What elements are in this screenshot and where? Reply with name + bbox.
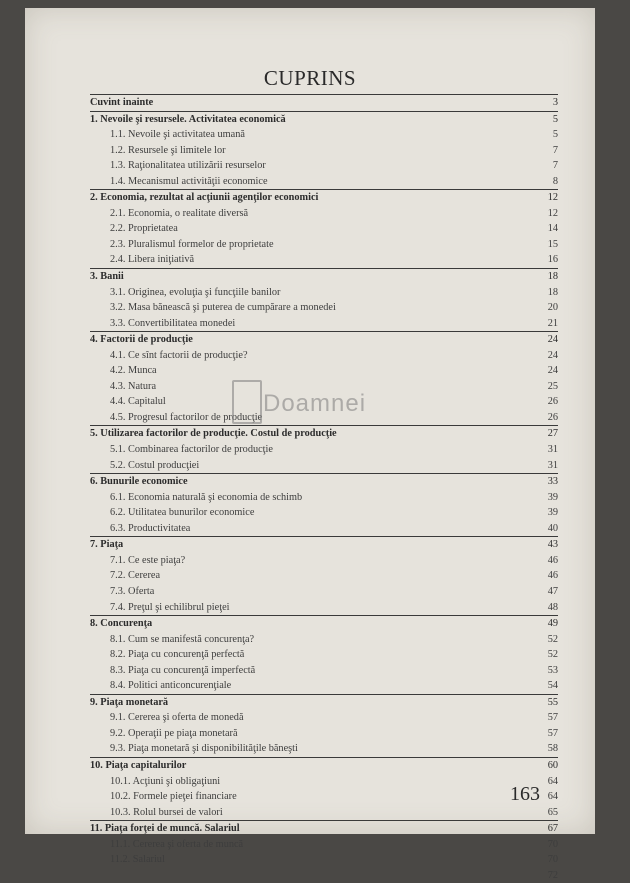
toc-section-row — [90, 789, 558, 805]
toc-entry-page: 24 — [547, 334, 558, 346]
toc-entry-label: 11.1. Cererea şi oferta de muncă — [110, 838, 244, 850]
toc-section-row — [90, 726, 558, 742]
toc-entry-label: 8.3. Piaţa cu concurenţă imperfectă — [110, 664, 256, 676]
toc-entry-label: 10.1. Acţiuni şi obligaţiuni — [110, 775, 221, 787]
toc-entry-page: 20 — [547, 302, 558, 314]
toc-entry-page: 31 — [547, 444, 558, 456]
toc-entry-page: 55 — [547, 696, 558, 708]
toc-entry-label: 8.4. Politici anticoncurenţiale — [110, 680, 232, 692]
toc-entry-label: 10. Piaţa capitalurilor — [90, 759, 187, 771]
toc-entry-page: 5 — [552, 113, 558, 125]
toc-entry-label: 4.3. Natura — [110, 380, 157, 392]
toc-entry-page: 67 — [547, 823, 558, 835]
toc-section-row — [90, 647, 558, 663]
toc-section-row — [90, 805, 558, 821]
toc-entry-label: 9.2. Operaţii pe piaţa monetară — [110, 727, 238, 739]
toc-entry-page: 7 — [552, 144, 558, 156]
watermark-logo-icon — [232, 380, 262, 424]
page-title: CUPRINS — [263, 66, 357, 90]
toc-section-row — [90, 505, 558, 521]
toc-entry-page: 26 — [547, 396, 558, 408]
toc-section-row — [90, 521, 558, 537]
toc-entry-page: 52 — [547, 633, 558, 645]
book-page — [25, 8, 595, 881]
toc-entry-label: 4.1. Ce sînt factorii de producţie? — [110, 349, 248, 361]
toc-entry-page: 54 — [547, 680, 558, 692]
toc-entry-page: 70 — [547, 838, 558, 850]
toc-entry-label: 4.5. Progresul factorilor de producţie — [110, 411, 263, 423]
toc-section-row — [90, 710, 558, 726]
toc-entry-page: 16 — [547, 254, 558, 266]
toc-entry-page: 48 — [547, 601, 558, 613]
toc-entry-label: 6.1. Economia naturală şi economia de schimb — [110, 491, 303, 503]
toc-entry-page: 43 — [547, 539, 558, 551]
toc-entry-page: 60 — [547, 759, 558, 771]
toc-entry-label: Cuvint inainte — [90, 97, 154, 108]
toc-section-row — [90, 158, 558, 174]
toc-chapter-row — [90, 536, 558, 553]
toc-entry-label: 3. Banii — [90, 271, 124, 283]
toc-entry-page: 8 — [552, 175, 558, 187]
toc-entry-label: 1.2. Resursele şi limitele lor — [110, 144, 226, 156]
toc-entry-page: 72 — [547, 869, 558, 881]
toc-entry-page: 27 — [547, 428, 558, 440]
toc-chapter-row — [90, 820, 558, 837]
toc-entry-label: 1.3. Raţionalitatea utilizării resurselor — [110, 160, 266, 172]
toc-entry-page: 12 — [547, 192, 558, 204]
toc-entry-page: 39 — [547, 491, 558, 503]
toc-entry-label: 6. Bunurile economice — [90, 476, 188, 488]
toc-section-row — [90, 741, 558, 757]
toc-entry-page: 15 — [547, 238, 558, 250]
toc-entry-label: 1.4. Mecanismul activităţii economice — [110, 175, 268, 187]
toc-entry-label: 4.2. Munca — [110, 365, 157, 377]
toc-entry-page: 12 — [547, 207, 558, 219]
toc-chapter-row — [90, 694, 558, 711]
toc-section-row — [90, 221, 558, 237]
toc-section-row — [90, 837, 558, 853]
toc-entry-label: 4.4. Capitalul — [110, 396, 166, 408]
toc-section-row — [90, 458, 558, 474]
toc-entry-page: 70 — [547, 854, 558, 866]
toc-section-row — [90, 490, 558, 506]
watermark-text: Doamnei — [263, 390, 367, 417]
toc-section-row — [90, 442, 558, 458]
toc-entry-label: 11.2. Salariul — [110, 854, 165, 866]
toc-entry-page: 46 — [547, 554, 558, 566]
toc-section-row — [90, 584, 558, 600]
toc-entry-label: 5. Utilizarea factorilor de producţie. Costul de producţie — [90, 428, 337, 440]
toc-section-row — [90, 868, 558, 883]
toc-entry-page: 39 — [547, 507, 558, 519]
toc-entry-page: 33 — [547, 476, 558, 488]
toc-entry-page: 18 — [547, 271, 558, 283]
toc-entry-page: 53 — [547, 664, 558, 676]
toc-entry-page: 52 — [547, 649, 558, 661]
toc-section-row — [90, 632, 558, 648]
toc-entry-label: 9. Piaţa monetară — [90, 696, 169, 708]
toc-entry-label: 5.1. Combinarea factorilor de producţie — [110, 444, 273, 456]
toc-entry-page: 40 — [547, 522, 558, 534]
toc-entry-page: 14 — [547, 223, 558, 235]
toc-entry-page: 18 — [547, 286, 558, 298]
toc-section-row — [90, 774, 558, 790]
toc-entry-label: 9.3. Piaţa monetară şi disponibilităţile băneşti — [110, 743, 298, 755]
toc-entry-page: 3 — [552, 97, 558, 108]
toc-section-row — [90, 553, 558, 569]
toc-section-row — [90, 363, 558, 379]
toc-entry-page: 57 — [547, 727, 558, 739]
toc-entry-label: 7.1. Ce este piaţa? — [110, 554, 186, 566]
toc-section-row — [90, 252, 558, 268]
toc-entry-label: 2.3. Pluralismul formelor de proprietate — [110, 238, 274, 250]
toc-entry-page: 64 — [547, 791, 558, 803]
table-of-contents — [90, 94, 558, 883]
toc-entry-page: 31 — [547, 459, 558, 471]
toc-chapter-row — [90, 473, 558, 490]
toc-entry-label: 6.2. Utilitatea bunurilor economice — [110, 507, 255, 519]
toc-section-row — [90, 348, 558, 364]
toc-entry-page: 58 — [547, 743, 558, 755]
toc-entry-label: 3.3. Convertibilitatea monedei — [110, 317, 236, 329]
toc-section-row — [90, 300, 558, 316]
toc-entry-label: 7.3. Oferta — [110, 585, 155, 597]
toc-entry-label: 10.2. Formele pieţei financiare — [110, 791, 237, 803]
toc-chapter-row — [90, 757, 558, 774]
toc-section-row — [90, 852, 558, 868]
toc-section-row — [90, 237, 558, 253]
toc-entry-label: 7.2. Cererea — [110, 570, 161, 582]
toc-entry-label: 2.4. Libera iniţiativă — [110, 254, 195, 266]
toc-entry-label: 2.1. Economia, o realitate diversă — [110, 207, 249, 219]
toc-entry-label: 3.1. Originea, evoluţia şi funcţiile banilor — [110, 286, 281, 298]
toc-chapter-row — [90, 189, 558, 206]
toc-section-row — [90, 127, 558, 143]
toc-entry-label: 8.2. Piaţa cu concurenţă perfectă — [110, 649, 245, 661]
toc-chapter-row — [90, 111, 558, 128]
toc-section-row — [90, 206, 558, 222]
toc-chapter-row — [90, 331, 558, 348]
toc-entry-label: 5.2. Costul producţiei — [110, 459, 200, 471]
toc-entry-page: 46 — [547, 570, 558, 582]
toc-entry-label: 11. Piaţa forţei de muncă. Salariul — [90, 823, 240, 835]
toc-entry-page: 57 — [547, 712, 558, 724]
toc-section-row — [90, 600, 558, 616]
toc-entry-label: 10.3. Rolul bursei de valori — [110, 806, 223, 818]
toc-entry-label: 6.3. Productivitatea — [110, 522, 191, 534]
toc-entry-page: 5 — [552, 129, 558, 141]
toc-chapter-row — [90, 615, 558, 632]
toc-entry-label: 8.1. Cum se manifestă concurenţa? — [110, 633, 255, 645]
toc-entry-label: 3.2. Masa bănească şi puterea de cumpărare a monedei — [110, 302, 336, 314]
toc-entry-page: 21 — [547, 317, 558, 329]
toc-entry-page: 7 — [552, 160, 558, 172]
toc-entry-page: 49 — [547, 618, 558, 630]
toc-entry-page: 25 — [547, 380, 558, 392]
toc-chapter-row — [90, 425, 558, 442]
toc-section-row — [90, 174, 558, 190]
toc-entry-label: 2.2. Proprietatea — [110, 223, 178, 235]
toc-section-row — [90, 316, 558, 332]
toc-chapter-row — [90, 268, 558, 285]
toc-entry-label: 7.4. Preţul şi echilibrul pieţei — [110, 601, 230, 613]
toc-entry-label: 2. Economia, rezultat al acţiunii agenţilor economici — [90, 192, 319, 204]
toc-entry-page: 64 — [547, 775, 558, 787]
toc-entry-label: 7. Piaţa — [90, 539, 124, 551]
toc-entry-page: 65 — [547, 806, 558, 818]
toc-entry-label: 4. Factorii de producţie — [90, 334, 193, 346]
toc-entry-page: 24 — [547, 365, 558, 377]
toc-entry-label: 1. Nevoile şi resursele. Activitatea economică — [90, 113, 286, 125]
toc-entry-label: 8. Concurenţa — [90, 618, 153, 630]
page-number: 163 — [510, 783, 540, 805]
toc-section-row — [90, 143, 558, 159]
toc-entry-page: 47 — [547, 585, 558, 597]
toc-entry-page: 26 — [547, 411, 558, 423]
toc-section-row — [90, 663, 558, 679]
toc-entry-label: 9.1. Cererea şi oferta de monedă — [110, 712, 244, 724]
toc-section-row — [90, 568, 558, 584]
toc-section-row — [90, 285, 558, 301]
toc-chapter-row — [90, 94, 558, 111]
toc-entry-label: 1.1. Nevoile şi activitatea umană — [110, 129, 245, 141]
toc-section-row — [90, 678, 558, 694]
toc-entry-page: 24 — [547, 349, 558, 361]
